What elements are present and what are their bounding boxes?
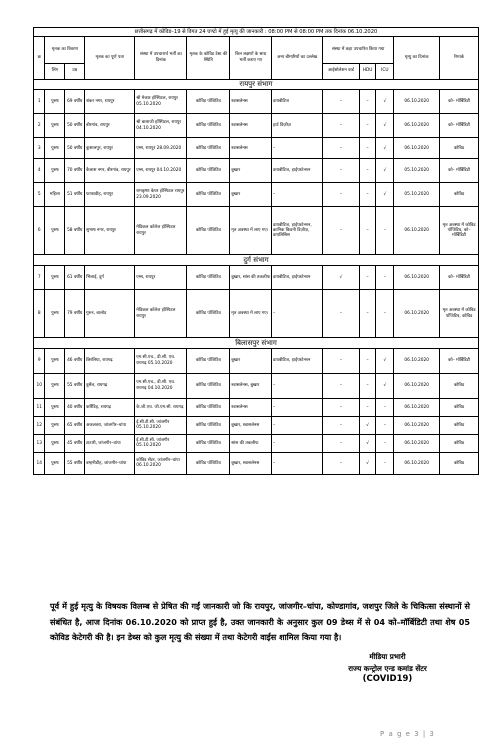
table-cell: श्वासलेनस — [230, 398, 272, 416]
header-ward-group: संस्था में कहा उपचारित किया गया — [323, 36, 394, 63]
table-row — [34, 452, 479, 474]
table-row — [34, 138, 479, 159]
table-cell: शंकर नगर, रायपुर — [85, 90, 135, 114]
table-cell: को– मॉर्बिडिटी — [440, 159, 479, 183]
table-cell: 06.10.2020 — [394, 290, 440, 338]
table-cell: 51 वर्षीय — [65, 183, 85, 207]
table-cell: – — [359, 183, 376, 207]
table-cell: डायबीटिज — [272, 90, 323, 114]
table-cell: मृत अवस्था में कोविड पॉजिटिव, कोविड — [440, 290, 479, 338]
table-cell: – — [323, 90, 360, 114]
table-row — [34, 207, 479, 255]
table-cell: √ — [376, 114, 394, 138]
header-kr: क्र — [34, 36, 45, 79]
table-cell: पुरुष — [45, 398, 65, 416]
table-row — [34, 114, 479, 138]
signature-block — [300, 651, 475, 686]
table-cell: कोविड पॉजिटिव — [187, 398, 230, 416]
table-cell: – — [376, 290, 394, 338]
table-cell: मेडिकल कॉलेज हॉस्पिटल रायपुर — [135, 207, 187, 255]
table-cell: – — [272, 290, 323, 338]
table-cell: √ — [359, 452, 376, 474]
header-remark: रिमार्क — [440, 36, 479, 79]
table-cell: मृत अवस्था में कोविड पॉजिटिव, को– मॉर्बिडिटी — [440, 207, 479, 255]
report-title: छत्तीसगढ़ में कोविड–19 से विगत 24 घण्टो में हुई मृत्यु की जानकारी : 08:00 PM से 08:00 PM तक दिनांक 06.10.2020 — [34, 28, 479, 37]
header-lakshan: किन लक्षणों के साथ भर्ती कराए गए — [230, 36, 272, 79]
table-cell: कोविड पॉजिटिव — [187, 183, 230, 207]
table-cell: अकलतरा, जांजगीर–चांपा — [85, 416, 135, 434]
table-cell: – — [272, 373, 323, 398]
table-cell: – — [323, 416, 360, 434]
table-cell: – — [323, 398, 360, 416]
table-cell: एम्स, रायपुर 04.10.2020 — [135, 159, 187, 183]
table-cell: 70 वर्षीय — [65, 159, 85, 183]
table-cell: 58 वर्षीय — [65, 207, 85, 255]
table-cell: कुशालपुर, रायपुर — [85, 138, 135, 159]
table-row — [34, 183, 479, 207]
header-hdu: HDU — [359, 63, 376, 79]
table-cell: 06.10.2020 — [394, 266, 440, 290]
header-pata: मृतक का पूर्ण पता — [85, 36, 135, 79]
table-cell: श्री बालाजी हॉस्पिटल, रायपुर 04.10.2020 — [135, 114, 187, 138]
table-cell: को– मॉर्बिडिटी — [440, 348, 479, 373]
table-cell: – — [359, 90, 376, 114]
table-cell: 45 वर्षीय — [65, 434, 85, 452]
table-cell: √ — [359, 416, 376, 434]
table-cell: कोविड पॉजिटिव — [187, 348, 230, 373]
table-cell: कोविड पॉजिटिव — [187, 90, 230, 114]
table-cell: 14 — [34, 452, 45, 474]
table-cell: पुरुष — [45, 373, 65, 398]
table-cell: बुखार — [230, 348, 272, 373]
signature-line1: मीडिया प्रभारी — [369, 652, 406, 661]
table-cell: मेडिकल कॉलेज हॉस्पिटल रायपुर — [135, 290, 187, 338]
table-cell: 6 — [34, 207, 45, 255]
table-cell: कोविड पॉजिटिव — [187, 159, 230, 183]
table-cell: – — [376, 266, 394, 290]
table-cell: सुभाष नगर, रायपुर — [85, 207, 135, 255]
table-cell: √ — [376, 183, 394, 207]
table-cell: बुखार — [230, 159, 272, 183]
table-cell: – — [359, 114, 376, 138]
header-row-1 — [34, 36, 479, 63]
table-cell: रामकृष्ण केयर हॉस्पिटल रायपुर 23.09.2020 — [135, 183, 187, 207]
table-cell: पुरुष — [45, 159, 65, 183]
table-cell: कोविड पॉजिटिव — [187, 373, 230, 398]
table-cell: कोविड पॉजिटिव — [187, 266, 230, 290]
table-cell: – — [323, 114, 360, 138]
table-cell: √ — [323, 266, 360, 290]
header-umra: उम्र — [65, 63, 85, 79]
table-cell: 3 — [34, 138, 45, 159]
table-cell: – — [323, 159, 360, 183]
table-cell: कोविड — [440, 138, 479, 159]
table-cell: – — [272, 183, 323, 207]
header-icu: ICU — [376, 63, 394, 79]
table-cell: कर्रिडिह, रायगढ़ — [85, 398, 135, 416]
signature-line3: (COVID19) — [362, 674, 413, 684]
table-cell: – — [359, 373, 376, 398]
table-cell: 06.10.2020 — [394, 114, 440, 138]
table-cell: – — [323, 183, 360, 207]
table-cell: ई.सी.टी.सी. जांजगीर 05.10.2020 — [135, 416, 187, 434]
table-cell: 11 — [34, 398, 45, 416]
table-cell: 8 — [34, 290, 45, 338]
table-cell: – — [323, 207, 360, 255]
table-cell: – — [323, 138, 360, 159]
table-cell: – — [272, 434, 323, 452]
table-cell: डायबीटिज, हाईपरटेन्शन — [272, 348, 323, 373]
table-cell: पुरुष — [45, 266, 65, 290]
table-cell: डायबीटिज, हाईपरटेन्शन — [272, 159, 323, 183]
table-cell: – — [359, 348, 376, 373]
section-title: रायपुर संभाग — [34, 79, 479, 90]
table-cell: √ — [376, 90, 394, 114]
page-number: P a g e 3 | 3 — [380, 730, 435, 738]
table-cell: एम्स, रायपुर — [135, 266, 187, 290]
table-cell: – — [272, 416, 323, 434]
table-cell: पुरुष — [45, 138, 65, 159]
table-cell: गुरूर, बालोद — [85, 290, 135, 338]
table-cell: 06.10.2020 — [394, 207, 440, 255]
table-cell: 06.10.2020 — [394, 398, 440, 416]
table-cell: √ — [376, 138, 394, 159]
table-cell: पुरुष — [45, 416, 65, 434]
table-cell: पुरुष — [45, 114, 65, 138]
table-cell: छिरलिया, रायगढ़ — [85, 348, 135, 373]
table-cell: एम.सी.एच., डी.सी. एच. रायगढ़ 05.10.2020 — [135, 348, 187, 373]
table-cell: पुरुष — [45, 207, 65, 255]
table-cell: कैलाश नगर, बीरगांव, रायपुर — [85, 159, 135, 183]
table-cell: एम्स, रायपुर 28.09.2020 — [135, 138, 187, 159]
table-cell: पुरुष — [45, 452, 65, 474]
table-cell: बम्हनीडीह, जांजगीर–चांपा — [85, 452, 135, 474]
table-cell: – — [376, 416, 394, 434]
header-ling: लिंग — [45, 63, 65, 79]
table-row — [34, 416, 479, 434]
table-cell: श्वासलेनस, बुखार — [230, 373, 272, 398]
table-cell: सांस की तकलीफ — [230, 434, 272, 452]
table-cell: 13 — [34, 434, 45, 452]
table-cell: एम.सी.एच., डी.सी. एच. रायगढ़ 04.10.2020 — [135, 373, 187, 398]
table-cell: पुरुष — [45, 348, 65, 373]
table-cell: पुरुष — [45, 90, 65, 114]
table-cell: 2 — [34, 114, 45, 138]
table-cell: – — [272, 398, 323, 416]
table-row — [34, 266, 479, 290]
table-cell: कोविड पॉजिटिव — [187, 434, 230, 452]
table-cell: कोविड पॉजिटिव — [187, 114, 230, 138]
table-row — [34, 159, 479, 183]
table-cell: 9 — [34, 348, 45, 373]
header-sanstha: संस्था में उपचारार्थ भर्ती का दिनांक — [135, 36, 187, 79]
table-row — [34, 434, 479, 452]
table-cell: मृत अवस्था में लाए गए। — [230, 290, 272, 338]
table-cell: डायबीटिज, हाईपरटेन्शन — [272, 266, 323, 290]
table-cell: बुखार, सांस की तकलीफ — [230, 266, 272, 290]
table-cell: बुखार, श्वासलेनस — [230, 416, 272, 434]
table-cell: – — [359, 159, 376, 183]
table-cell: – — [376, 434, 394, 452]
table-cell: – — [323, 434, 360, 452]
table-cell: कोविड — [440, 416, 479, 434]
table-cell: महिला — [45, 183, 65, 207]
table-cell: 79 वर्षीय — [65, 290, 85, 338]
table-cell: कोविड — [440, 452, 479, 474]
table-cell: – — [323, 348, 360, 373]
table-cell: – — [323, 290, 360, 338]
table-cell: √ — [376, 159, 394, 183]
title-row — [34, 28, 479, 37]
table-cell: – — [359, 266, 376, 290]
table-cell: कोविड पॉजिटिव — [187, 290, 230, 338]
table-cell: – — [376, 207, 394, 255]
table-cell: 12 — [34, 416, 45, 434]
table-cell: 4 — [34, 159, 45, 183]
table-cell: 50 वर्षीय — [65, 138, 85, 159]
table-cell: बुखार, श्वासलेनस — [230, 452, 272, 474]
table-cell: कोविड पॉजिटिव — [187, 452, 230, 474]
table-cell: 61 वर्षीय — [65, 266, 85, 290]
table-cell: – — [359, 290, 376, 338]
section-title: दुर्ग संभाग — [34, 255, 479, 266]
table-cell: पुरुष — [45, 434, 65, 452]
table-cell: √ — [359, 434, 376, 452]
table-cell: – — [323, 452, 360, 474]
table-row — [34, 290, 479, 338]
header-mrityu-dinank: मृत्यु का दिनांक — [394, 36, 440, 79]
table-cell: पुरुष — [45, 290, 65, 338]
table-cell: भिलाई, दुर्ग — [85, 266, 135, 290]
table-cell: 06.10.2020 — [394, 90, 440, 114]
table-cell: 06.10.2020 — [394, 138, 440, 159]
table-cell: कोविड पॉजिटिव — [187, 138, 230, 159]
section-title: बिलासपुर संभाग — [34, 338, 479, 349]
table-cell: 06.10.2020 — [394, 452, 440, 474]
table-cell: टाटारी, जांजगीर–चांपा — [85, 434, 135, 452]
table-cell: 40 वर्षीय — [65, 398, 85, 416]
table-cell: √ — [376, 348, 394, 373]
table-cell: ई.सी.टी.सी. जांजगीर 05.10.2020 — [135, 434, 187, 452]
table-cell: – — [359, 138, 376, 159]
table-cell: 65 वर्षीय — [65, 416, 85, 434]
header-covid-sthiti: मृतक के कोविड टेस्ट की स्थिति — [187, 36, 230, 79]
table-cell: 69 वर्षीय — [65, 90, 85, 114]
table-cell: कोविड — [440, 434, 479, 452]
table-cell: कोविड — [440, 183, 479, 207]
signature-line2: राज्य कन्ट्रोल एन्ड कमांड सेंटर — [348, 663, 427, 673]
table-cell: कोविड पॉजिटिव — [187, 207, 230, 255]
table-cell: 55 वर्षीय — [65, 452, 85, 474]
table-cell: को– मॉर्बिडिटी — [440, 90, 479, 114]
table-cell: फाफाडीह, रायपुर — [85, 183, 135, 207]
table-cell: कोविड सेंटर, जांजगीर–चांपा 06.10.2020 — [135, 452, 187, 474]
table-cell: 05.10.2020 — [394, 183, 440, 207]
header-anya-bimari: अन्य बीमारियों का उल्लेख — [272, 36, 323, 79]
table-row — [34, 398, 479, 416]
table-cell: को– मॉर्बिडिटी — [440, 266, 479, 290]
header-mritak-vivaran: मृतक का विवरण — [45, 36, 85, 63]
table-cell: 06.10.2020 — [394, 373, 440, 398]
header-isolation: आईसोलेशन वार्ड — [323, 63, 360, 79]
table-cell: – — [272, 138, 323, 159]
note-paragraph: पूर्व में हुई मृत्यु के विषयक विलम्ब से प्रेषित की गईं जानकारी जो कि रायपुर, जांजगीर–चांपा, कोण्डागांव, जशपुर जिले के चिकित्सा संस्थानों से संबंधित है, आज दिनांक 06.10.2020 को प्राप्त हुई है, उक्त जानकारी के अनुसार कुल 09 डेथ्स में से 04 को–मॉर्बिडिटी तथा शेष 05 कोविड केटेगरी की है। इन डेथ्स को कुल मृत्यु की संख्या में तथा केटेगरी वाईस शामिल किया गया है। — [50, 601, 470, 642]
table-cell: 5 — [34, 183, 45, 207]
table-cell: हार्ट डिज़ीज़ — [272, 114, 323, 138]
section-row — [34, 338, 479, 349]
table-cell: – — [376, 398, 394, 416]
table-cell: 1 — [34, 90, 45, 114]
table-cell: 10 — [34, 373, 45, 398]
section-row — [34, 79, 479, 90]
table-cell: श्वासलेनस — [230, 90, 272, 114]
table-cell: कोविड — [440, 398, 479, 416]
table-cell: – — [359, 398, 376, 416]
table-cell: मृत अवस्था में लाए गए। — [230, 207, 272, 255]
table-cell: 55 वर्षीय — [65, 373, 85, 398]
table-cell: 05.10.2020 — [394, 159, 440, 183]
table-cell: के.जी.एच. जी.एम.सी. रायगढ़ — [135, 398, 187, 416]
table-cell: कोविड पॉजिटिव — [187, 416, 230, 434]
table-cell: श्री मेकार हॉस्पिटल, रायपुर 05.10.2020 — [135, 90, 187, 114]
table-cell: – — [359, 207, 376, 255]
section-row — [34, 255, 479, 266]
table-cell: को– मॉर्बिडिटी — [440, 114, 479, 138]
table-cell: 06.10.2020 — [394, 348, 440, 373]
table-cell: 46 वर्षीय — [65, 348, 85, 373]
table-cell: 06.10.2020 — [394, 434, 440, 452]
table-cell: 50 वर्षीय — [65, 114, 85, 138]
table-cell: √ — [376, 373, 394, 398]
table-cell: 7 — [34, 266, 45, 290]
table-cell: बुखार — [230, 183, 272, 207]
table-row — [34, 348, 479, 373]
death-report-table — [33, 27, 479, 475]
table-row — [34, 90, 479, 114]
table-cell: कोविड — [440, 373, 479, 398]
table-cell: 06.10.2020 — [394, 416, 440, 434]
table-cell: दुर्सेल, रायगढ़ — [85, 373, 135, 398]
table-cell: – — [376, 452, 394, 474]
table-cell: बीरगांव, रायपुर — [85, 114, 135, 138]
table-cell: डायबीटिज, हाईपरटेन्शन, क्रानिक किडनी डिज़ीज़, डायलिसिस — [272, 207, 323, 255]
table-cell: – — [323, 373, 360, 398]
table-cell: श्वासलेनस — [230, 138, 272, 159]
table-row — [34, 373, 479, 398]
table-cell: – — [272, 452, 323, 474]
table-cell: श्वासलेनस — [230, 114, 272, 138]
